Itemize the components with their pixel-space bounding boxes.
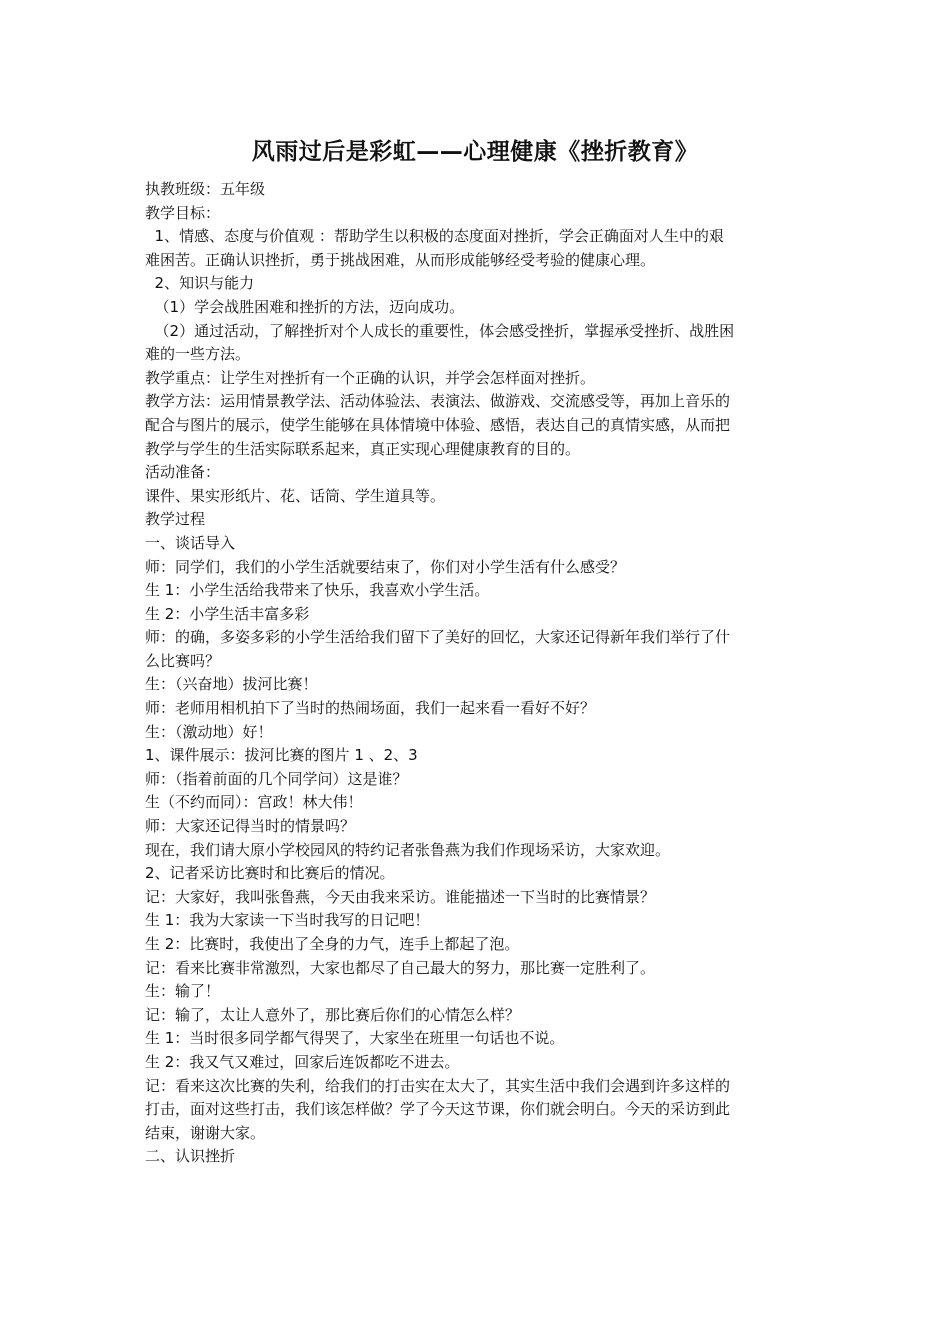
text-line: 教学方法：运用情景教学法、活动体验法、表演法、做游戏、交流感受等，再加上音乐的	[145, 392, 731, 411]
text-line: 生：（激动地）好！	[145, 722, 273, 741]
text-line: 师：的确，多姿多彩的小学生活给我们留下了美好的回忆，大家还记得新年我们举行了什	[145, 628, 731, 647]
text-line: 记：看来比赛非常激烈，大家也都尽了自己最大的努力，那比赛一定胜利了。	[145, 958, 656, 977]
text-line: 2、记者采访比赛时和比赛后的情况。	[145, 864, 395, 883]
document-title: 风雨过后是彩虹——心理健康《挫折教育》	[251, 139, 699, 165]
text-line: 生：输了！	[145, 982, 221, 1001]
document-body	[145, 178, 810, 1169]
text-line: （2）通过活动，了解挫折对个人成长的重要性，体会感受挫折，掌握承受挫折、战胜困	[145, 321, 735, 340]
text-line: 生 2：我又气又难过，回家后连饭都吃不进去。	[145, 1052, 460, 1071]
text-line: （1）学会战胜困难和挫折的方法，迈向成功。	[145, 297, 465, 316]
text-line: 记：大家好，我叫张鲁燕，今天由我来采访。谁能描述一下当时的比赛情景？	[145, 887, 656, 906]
text-line: 记：输了，太让人意外了，那比赛后你们的心情怎么样？	[145, 1005, 521, 1024]
text-line: 活动准备：	[145, 463, 221, 482]
text-line: 生 1：当时很多同学都气得哭了，大家坐在班里一句话也不说。	[145, 1029, 565, 1048]
text-line: 师：大家还记得当时的情景吗？	[145, 817, 356, 836]
text-line: 师：同学们，我们的小学生活就要结束了，你们对小学生活有什么感受？	[145, 557, 626, 576]
text-line: 么比赛吗？	[145, 651, 221, 670]
text-line: 1、课件展示：拔河比赛的图片 1 、2、3	[145, 746, 418, 765]
text-line: 课件、果实形纸片、花、话筒、学生道具等。	[145, 486, 446, 505]
text-line: 生 2：小学生活丰富多彩	[145, 604, 310, 623]
text-line: 1、情感、态度与价值观 ：帮助学生以积极的态度面对挫折，学会正确面对人生中的艰	[145, 227, 724, 246]
text-line: 现在，我们请大原小学校园风的特约记者张鲁燕为我们作现场采访，大家欢迎。	[145, 840, 671, 859]
text-line: 打击，面对这些打击，我们该怎样做？学了今天这节课，你们就会明白。今天的采访到此	[145, 1100, 731, 1119]
text-line: 师：老师用相机拍下了当时的热闹场面，我们一起来看一看好不好？	[145, 699, 596, 718]
text-line: 二、认识挫折	[145, 1147, 236, 1166]
text-line: 难的一些方法。	[145, 345, 251, 364]
text-line: 难困苦。正确认识挫折，勇于挑战困难，从而形成能够经受考验的健康心理。	[145, 250, 656, 269]
text-line: 生 1：小学生活给我带来了快乐，我喜欢小学生活。	[145, 581, 490, 600]
text-line: 教学目标：	[145, 203, 221, 222]
text-line: 教学过程	[145, 510, 206, 529]
text-line: 教学重点：让学生对挫折有一个正确的认识，并学会怎样面对挫折。	[145, 368, 596, 387]
text-line: 生 2：比赛时，我使出了全身的力气，连手上都起了泡。	[145, 935, 520, 953]
text-line: 生（不约而同）：宫政！林大伟！	[145, 793, 363, 812]
text-line: 一、谈话导入	[145, 533, 236, 552]
text-line: 生 1：我为大家读一下当时我写的日记吧！	[145, 911, 430, 930]
text-line: 2、知识与能力	[145, 274, 255, 293]
text-line: 执教班级：五年级	[145, 180, 266, 198]
text-line: 生：（兴奋地）拔河比赛！	[145, 675, 318, 694]
text-line: 师：（指着前面的几个同学问）这是谁？	[145, 769, 408, 788]
text-line: 结束，谢谢大家。	[145, 1123, 266, 1142]
text-line: 记：看来这次比赛的失利，给我们的打击实在太大了，其实生活中我们会遇到许多这样的	[145, 1076, 731, 1095]
text-line: 教学与学生的生活实际联系起来，真正实现心理健康教育的目的。	[145, 439, 581, 458]
text-line: 配合与图片的展示，使学生能够在具体情境中体验、感悟，表达自己的真情实感，从而把	[145, 415, 731, 434]
